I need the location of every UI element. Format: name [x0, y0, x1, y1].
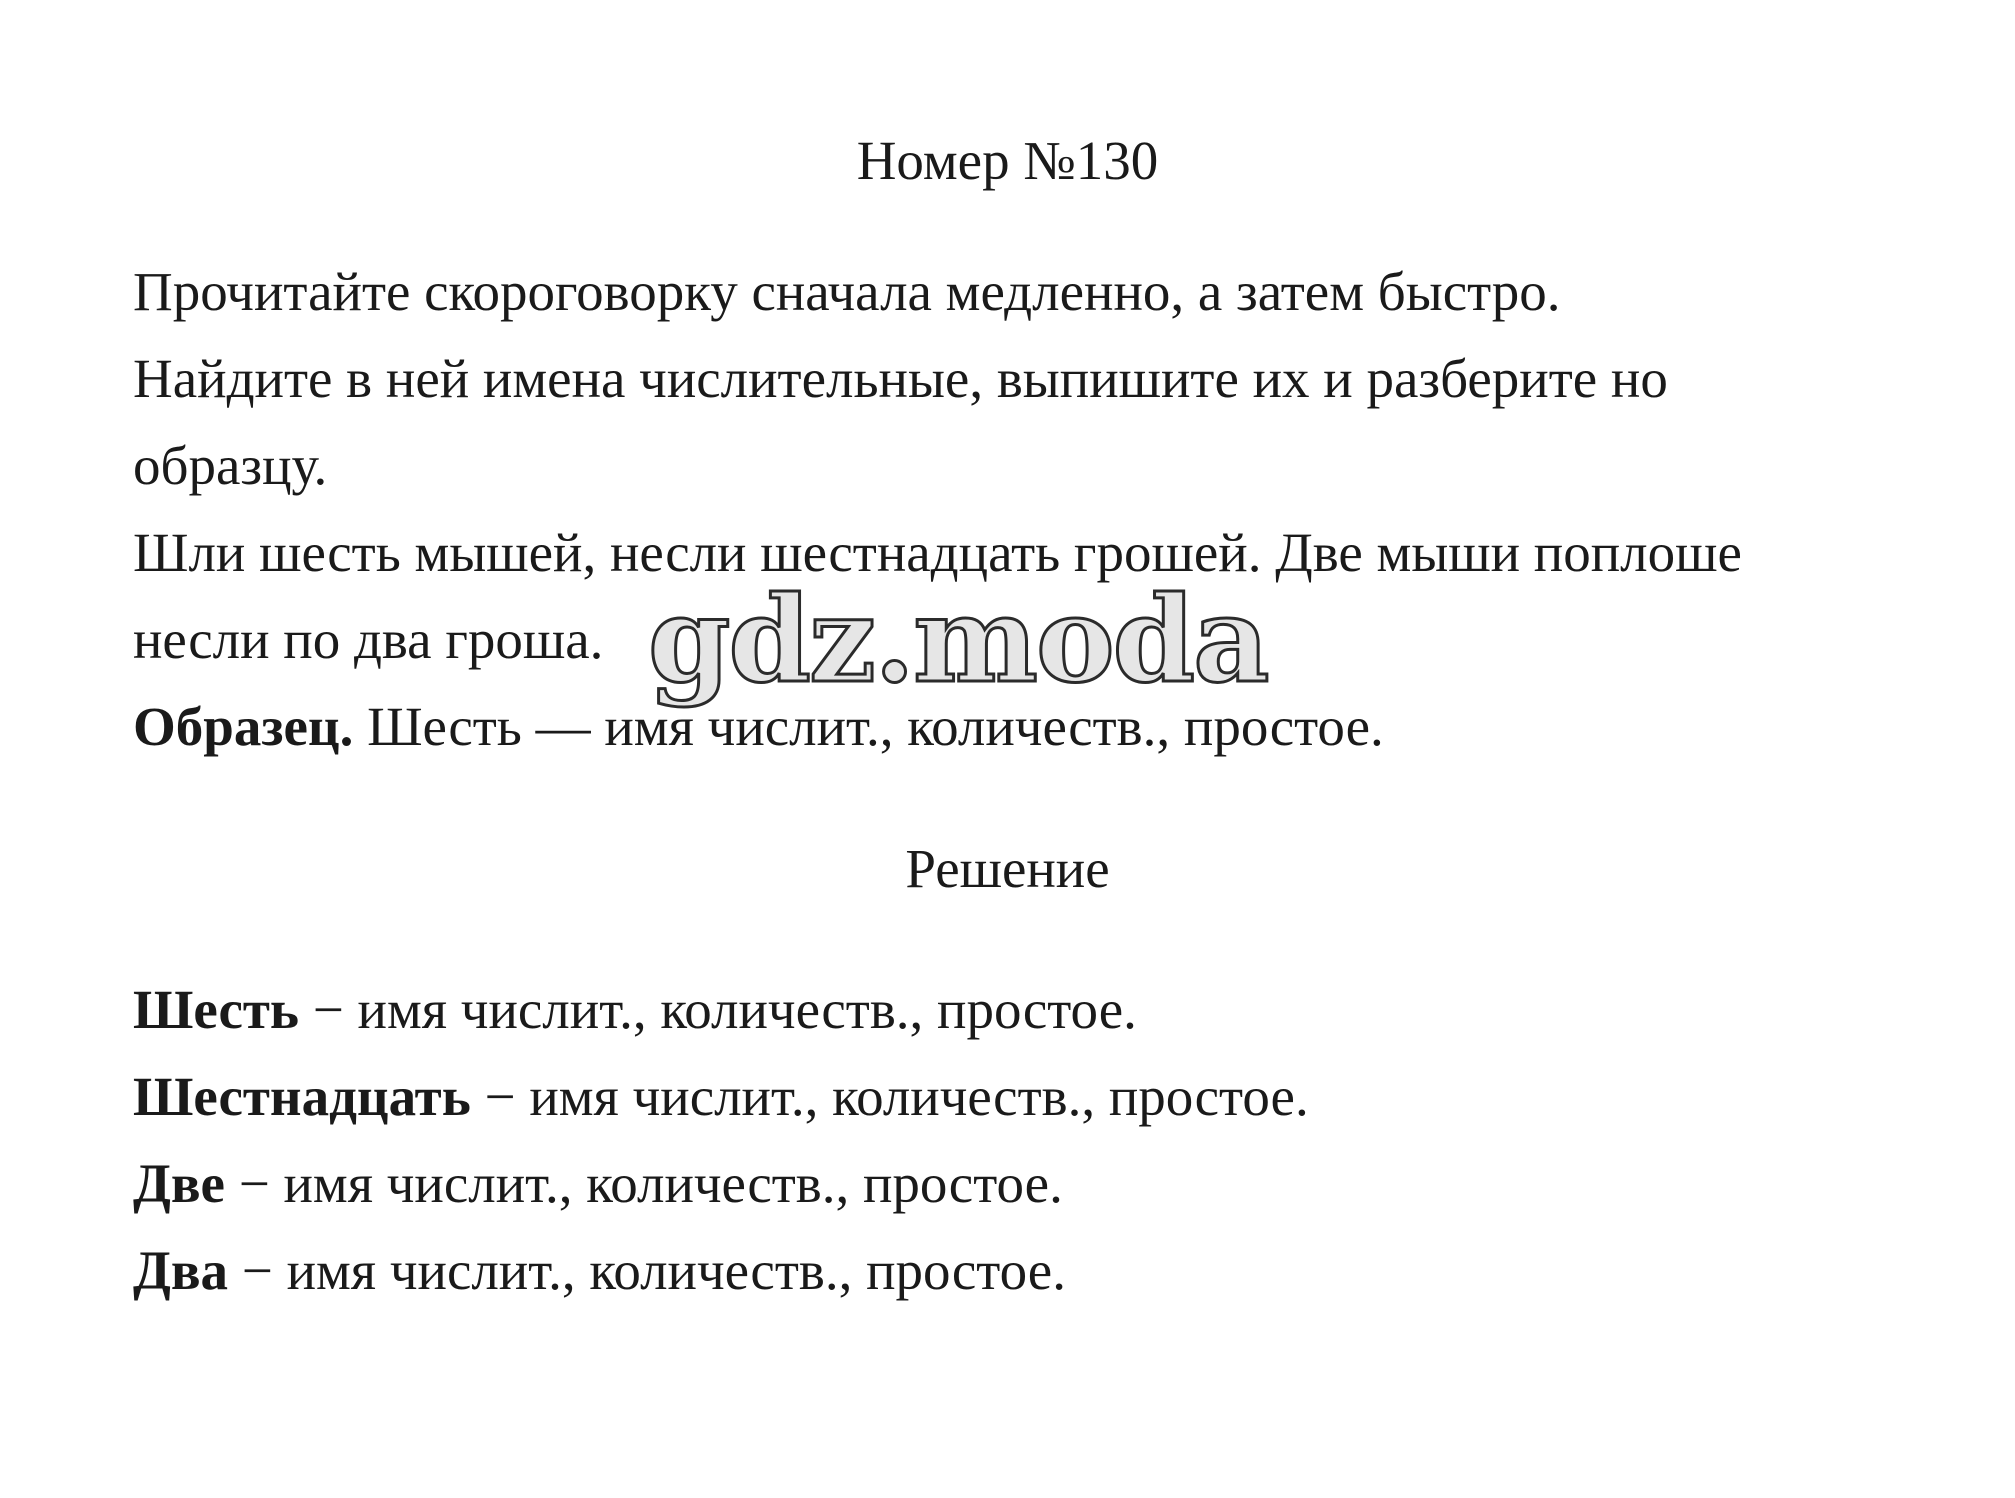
solution-item-word: Шесть: [133, 979, 299, 1040]
solution-item-text: − имя числит., количеств., простое.: [228, 1240, 1066, 1301]
solution-item-text: − имя числит., количеств., простое.: [224, 1153, 1063, 1214]
task-title: Номер №130: [856, 130, 1159, 191]
instruction-line-2: Найдите в ней имена числительные, выпишите их и разберите но: [133, 348, 1668, 409]
sample-label: Образец.: [133, 696, 354, 757]
instruction-line-3: образцу.: [133, 435, 328, 496]
solution-item: [133, 1241, 1066, 1301]
solution-item-word: Два: [133, 1240, 229, 1301]
watermark-logo: gdz.moda: [648, 570, 1268, 709]
solution-item: [133, 980, 1137, 1040]
solution-item: [133, 1067, 1309, 1127]
solution-item-word: Две: [133, 1153, 225, 1214]
tongue-twister-line-2: несли по два гроша.: [133, 609, 604, 670]
solution-item-text: − имя числит., количеств., простое.: [470, 1066, 1309, 1127]
solution-item-text: − имя числит., количеств., простое.: [299, 979, 1137, 1040]
sample-text: Шесть — имя числит., количеств., простое.: [353, 696, 1384, 757]
tongue-twister-line-1: Шли шесть мышей, несли шестнадцать грошей. Две мыши поплоше: [133, 522, 1742, 583]
solution-item-word: Шестнадцать: [133, 1066, 471, 1127]
solution-item: [133, 1154, 1063, 1214]
solution-title: Решение: [905, 838, 1110, 899]
instruction-line-1: Прочитайте скороговорку сначала медленно, а затем быстро.: [133, 261, 1561, 322]
